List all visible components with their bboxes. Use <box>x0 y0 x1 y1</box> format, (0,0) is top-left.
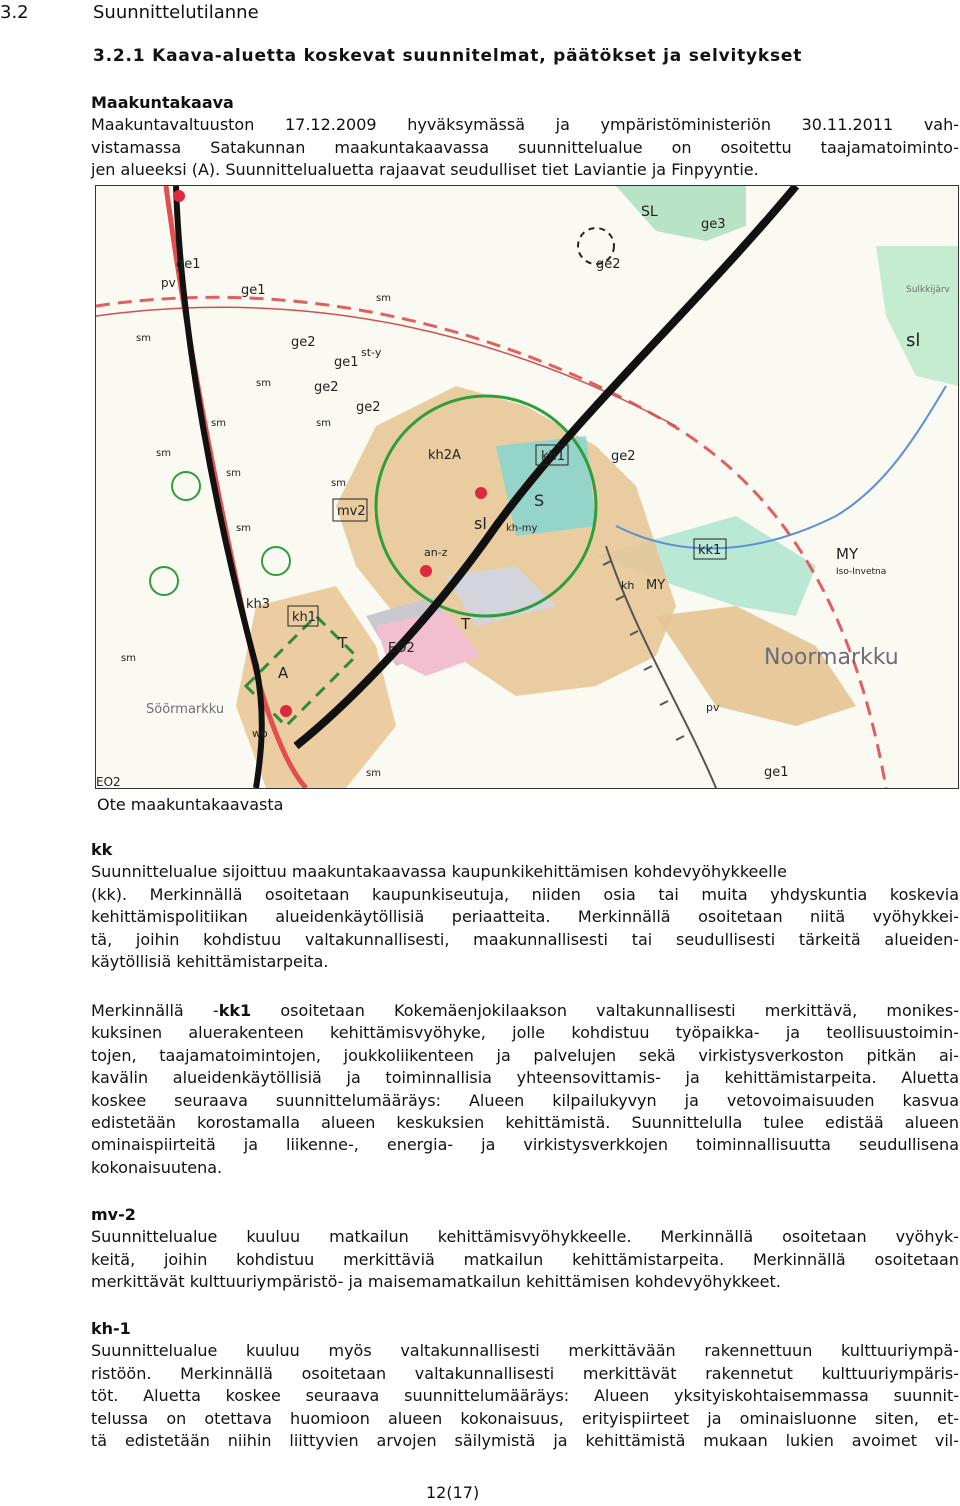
kh1-paragraph <box>91 1318 959 1452</box>
map-place-sulkkijarvi: Sulkkijärv <box>906 285 950 295</box>
kk1-line: kavälin alueidenkäytöllisiä ja toiminnallisia yhteensovittamis- ja kehittämistarpeita. Aluetta <box>91 1068 959 1088</box>
map-label-sm: sm <box>226 468 241 479</box>
page-number: 12(17) <box>426 1483 480 1502</box>
subsection-title: 3.2.1 Kaava-aluetta koskevat suunnitelmat, päätökset ja selvitykset <box>93 46 803 66</box>
map-label-sm: sm <box>331 478 346 489</box>
intro-paragraph <box>91 92 959 182</box>
map-label-st-y: st-y <box>361 346 382 359</box>
map-label-a: A <box>278 664 289 682</box>
kh1-line: töt. Aluetta koskee seuraava suunnittelumääräys: Alueen yksityiskohtaisemmassa suunnit- <box>91 1386 959 1406</box>
map-label-pv: pv <box>161 276 176 290</box>
map-label-ge2: ge2 <box>314 380 339 395</box>
kk1-line: kuksinen aluerakenteen kehittämisvyöhyke, jolle kohdistuu työpaikka- ja teollisuustoimin- <box>91 1023 959 1043</box>
kk-line: kehittämispolitiikan alueidenkäytöllisiä periaatteita. Merkinnällä osoitetaan niitä vyöhykkei- <box>91 907 959 927</box>
kh1-heading: kh-1 <box>91 1319 131 1338</box>
map-place-noormarkku: Noormarkku <box>764 645 899 670</box>
map-label-sm: sm <box>316 418 331 429</box>
kk-line: Suunnittelualue sijoittuu maakuntakaavassa kaupunkikehittämisen kohdevyöhykkeelle <box>91 862 787 882</box>
map-label-sl: sl <box>906 330 921 351</box>
map-label-pv: pv <box>706 701 720 714</box>
kk1-first-line <box>91 1000 959 1022</box>
map-label-kh: kh <box>621 579 635 592</box>
map-label-s: S <box>534 491 545 510</box>
mv2-line: keitä, joihin kohdistuu merkittäviä matkailun kehittämistarpeita. Merkinnällä osoitetaan <box>91 1249 959 1269</box>
intro-line: vistamassa Satakunnan maakuntakaavassa suunnittelualue on osoitettu taajamatoiminto- <box>91 137 959 157</box>
intro-heading: Maakuntakaava <box>91 93 234 112</box>
map-label-my: MY <box>646 578 666 593</box>
kk-heading: kk <box>91 840 113 859</box>
kh1-line: telussa on otettava huomioon alueen kokonaisuus, erityispiirteet ja ominaisluonne siten, et- <box>91 1408 959 1428</box>
mv2-line: Suunnittelualue kuuluu matkailun kehittämisvyöhykkeelle. Merkinnällä osoitetaan vyöhyk- <box>91 1227 959 1247</box>
kh1-line: tä edistetään niihin liittyvien arvojen säilymistä ja kehittämistä mukaan lukien avoimet vil- <box>91 1431 959 1451</box>
map-label-eo2: EO2 <box>96 775 121 788</box>
map-label-my: MY <box>836 545 859 563</box>
map-label-ge3: ge3 <box>701 217 726 232</box>
intro-line: jen alueeksi (A). Suunnittelualuetta rajaavat seudulliset tiet Laviantie ja Finpyyntie. <box>91 160 759 180</box>
map-label-ge1: ge1 <box>334 355 359 370</box>
map-label-ge2: ge2 <box>611 449 636 464</box>
map-label-sl: sl <box>474 514 487 533</box>
map-label-mv2: mv2 <box>337 504 366 519</box>
map-label-ge1: ge1 <box>241 283 266 298</box>
kk1-first-rest: osoitetaan Kokemäenjokilaakson valtakunnallisesti merkittävä, monikes- <box>251 1001 960 1020</box>
map-label-sm: sm <box>121 653 136 664</box>
kk1-line: koskee seuraava suunnittelumääräys: Alueen kilpailukyvyn ja vetovoimaisuuden kasvua <box>91 1090 959 1110</box>
map-label-kh2a: kh2A <box>428 448 461 463</box>
map-label-kh1: kh1 <box>292 610 317 625</box>
regional-plan-map <box>95 185 959 789</box>
map-label-sm: sm <box>256 378 271 389</box>
mv2-paragraph <box>91 1204 959 1294</box>
kh1-line: Suunnittelualue kuuluu myös valtakunnallisesti merkittävään rakennettuun kulttuuriympä- <box>91 1341 959 1361</box>
map-label-t: T <box>338 634 348 652</box>
map-label-eo2: EO2 <box>388 641 415 656</box>
kk1-line: ominaispiirteitä ja liikenne-, energia- ja virkistysverkkojen toiminnallisuutta seudullisena <box>91 1135 959 1155</box>
map-place-soormarkku: Söörmarkku <box>146 702 225 717</box>
map-label-t: T <box>461 615 471 633</box>
kk1-paragraph <box>91 1000 959 1179</box>
map-label-ge1: ge1 <box>764 765 789 780</box>
map-label-an-z: an-z <box>424 546 448 559</box>
map-label-sl: SL <box>641 204 658 220</box>
map-label-ge2: ge2 <box>356 400 381 415</box>
kk-line: (kk). Merkinnällä osoitetaan kaupunkiseutuja, niiden osia tai muita yhdyskuntia koskevia <box>91 884 959 904</box>
map-place-iso-invetna: Iso-Invetna <box>836 567 887 577</box>
mv2-line: merkittävät kulttuuriympäristö- ja maisemamatkailun kehittämisen kohdevyöhykkeet. <box>91 1272 781 1292</box>
map-label-kh3: kh3 <box>246 597 271 612</box>
map-label-sm: sm <box>376 293 391 304</box>
kk-line: käytöllisiä kehittämistarpeita. <box>91 952 329 972</box>
map-label-wo: wo <box>252 727 268 740</box>
map-label-sm: sm <box>156 448 171 459</box>
map-label-ge2: ge2 <box>291 335 316 350</box>
kk-paragraph <box>91 839 959 973</box>
section-number: 3.2 <box>0 2 29 23</box>
map-caption: Ote maakuntakaavasta <box>97 795 284 814</box>
kh1-line: ristöön. Merkinnällä osoitetaan valtakunnallisesti merkittävät rakennetut kulttuuriympäris- <box>91 1363 959 1383</box>
mv2-heading: mv-2 <box>91 1205 136 1224</box>
intro-line: Maakuntavaltuuston 17.12.2009 hyväksymässä ja ympäristöministeriön 30.11.2011 vah- <box>91 115 959 135</box>
map-label-sm: sm <box>211 418 226 429</box>
kk1-line: edistetään korostamalla alueen keskuksien kehittämistä. Suunnittelulla tulee edistää alueen <box>91 1113 959 1133</box>
map-label-kk1: kk1 <box>698 543 722 558</box>
kk1-code: kk1 <box>218 1001 252 1020</box>
map-label-sm: sm <box>366 768 381 779</box>
map-label-sm: sm <box>136 333 151 344</box>
map-label-ge2: ge2 <box>596 257 621 272</box>
map-label-kh1: kh1 <box>541 449 566 464</box>
kk1-line: kokonaisuutena. <box>91 1157 223 1177</box>
kk1-line: tojen, taajamatoimintojen, joukkoliikenteen ja palvelujen sekä virkistysverkoston pitkän ai- <box>91 1045 959 1065</box>
kk-line: tä, joihin kohdistuu valtakunnallisesti, maakunnallisesti tai seudullisesti tärkeitä alueiden- <box>91 929 959 949</box>
map-label-sm: sm <box>236 523 251 534</box>
section-title: Suunnittelutilanne <box>93 2 259 23</box>
kk1-prefix: Merkinnällä - <box>91 1001 219 1020</box>
map-label-kh-my: kh-my <box>506 523 538 534</box>
map-label-ge1: ge1 <box>176 257 201 272</box>
